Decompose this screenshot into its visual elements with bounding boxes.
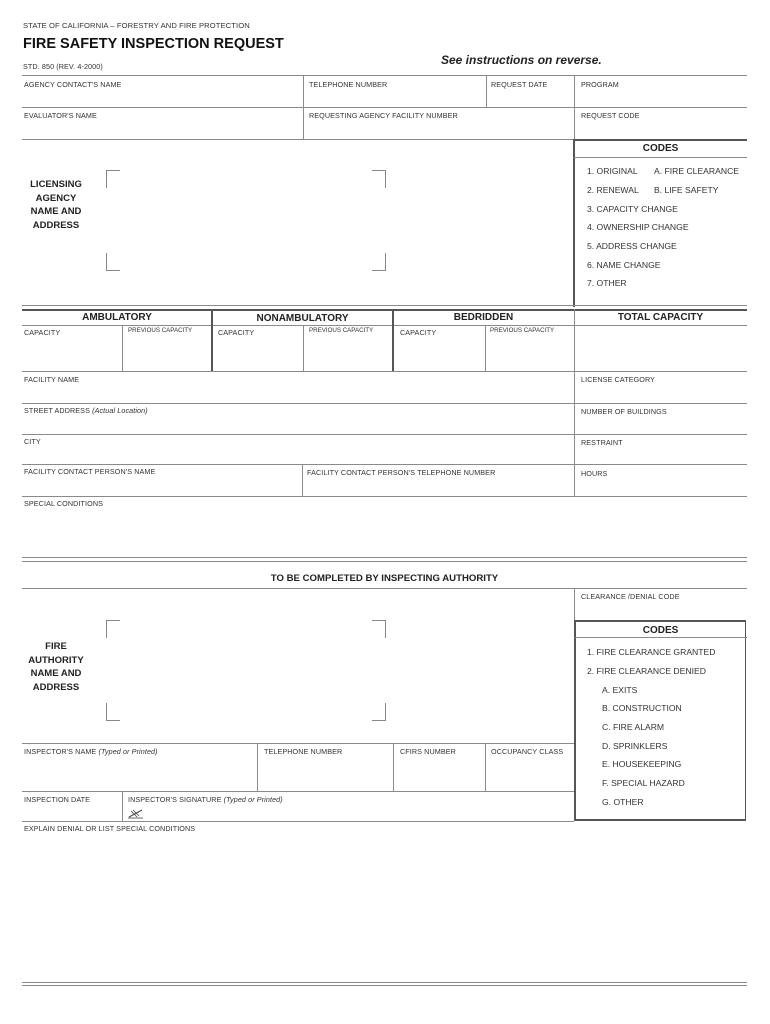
code-item: 7. OTHER [587, 278, 627, 288]
ambulatory-capacity-field[interactable]: CAPACITY [24, 328, 61, 337]
nonambulatory-previous-field[interactable]: PREVIOUS CAPACITY [309, 327, 374, 334]
code-item: F. SPECIAL HAZARD [602, 778, 685, 788]
code-item: G. OTHER [602, 797, 644, 807]
corner-mark [106, 253, 120, 271]
facility-number-field[interactable]: REQUESTING AGENCY FACILITY NUMBER [309, 111, 458, 120]
divider [22, 561, 747, 562]
facility-name-field[interactable]: FACILITY NAME [24, 375, 80, 384]
divider [573, 139, 575, 307]
section-title: TO BE COMPLETED BY INSPECTING AUTHORITY [270, 573, 499, 584]
divider [22, 464, 747, 465]
inspector-telephone-field[interactable]: TELEPHONE NUMBER [264, 747, 343, 756]
street-address-field[interactable]: STREET ADDRESS (Actual Location) [24, 406, 148, 415]
code-item: B. CONSTRUCTION [602, 703, 682, 713]
bedridden-header: BEDRIDDEN [453, 312, 514, 323]
hours-field[interactable]: HOURS [581, 469, 608, 478]
divider [574, 139, 747, 141]
fire-authority-address-area[interactable] [106, 620, 386, 721]
divider [22, 434, 747, 435]
divider [574, 75, 575, 108]
corner-mark [372, 620, 386, 638]
divider [486, 75, 487, 108]
corner-mark [106, 703, 120, 721]
divider [393, 743, 394, 791]
corner-mark [372, 253, 386, 271]
divider [22, 985, 747, 986]
divider [211, 309, 213, 371]
signature-field[interactable]: INSPECTOR'S SIGNATURE (Typed or Printed) [128, 795, 283, 804]
bedridden-capacity-field[interactable]: CAPACITY [400, 328, 437, 337]
ambulatory-previous-field[interactable]: PREVIOUS CAPACITY [128, 327, 193, 334]
code-item: 2. FIRE CLEARANCE DENIED [587, 666, 706, 676]
divider [22, 325, 747, 326]
code-item: 3. CAPACITY CHANGE [587, 204, 678, 214]
instructions-note: See instructions on reverse. [441, 53, 602, 67]
buildings-field[interactable]: NUMBER OF BUILDINGS [581, 407, 667, 416]
divider [22, 107, 747, 108]
licensing-agency-address-area[interactable] [106, 170, 386, 271]
code-item: 1. FIRE CLEARANCE GRANTED [587, 647, 716, 657]
divider [22, 588, 747, 589]
nonambulatory-header: NONAMBULATORY [256, 313, 349, 324]
code-item: 6. NAME CHANGE [587, 260, 661, 270]
request-date-field[interactable]: REQUEST DATE [491, 80, 548, 89]
telephone-field[interactable]: TELEPHONE NUMBER [309, 80, 388, 89]
nonambulatory-capacity-field[interactable]: CAPACITY [218, 328, 255, 337]
codes-title: CODES [642, 143, 679, 154]
divider [22, 821, 574, 822]
program-field[interactable]: PROGRAM [581, 80, 619, 89]
bedridden-previous-field[interactable]: PREVIOUS CAPACITY [490, 327, 555, 334]
divider [22, 982, 747, 983]
city-field[interactable]: CITY [24, 437, 41, 446]
divider [22, 403, 747, 404]
divider [22, 496, 747, 497]
total-capacity-header: TOTAL CAPACITY [617, 312, 704, 323]
codes-title: CODES [642, 625, 679, 636]
corner-mark [372, 703, 386, 721]
divider [22, 305, 747, 306]
code-item: A. FIRE CLEARANCE [654, 166, 740, 176]
divider [22, 371, 747, 372]
explain-denial-field[interactable]: EXPLAIN DENIAL OR LIST SPECIAL CONDITIONS [24, 824, 196, 833]
divider [392, 309, 394, 371]
corner-mark [106, 620, 120, 638]
divider [22, 75, 747, 76]
agency-contact-field[interactable]: AGENCY CONTACT'S NAME [24, 80, 122, 89]
cfirs-field[interactable]: CFIRS NUMBER [400, 747, 456, 756]
divider [122, 325, 123, 371]
code-item: C. FIRE ALARM [602, 722, 665, 732]
divider [574, 588, 575, 621]
divider [22, 743, 574, 744]
code-item: 5. ADDRESS CHANGE [587, 241, 677, 251]
license-category-field[interactable]: LICENSE CATEGORY [581, 375, 656, 384]
divider [485, 325, 486, 371]
clearance-code-field[interactable]: CLEARANCE /DENIAL CODE [581, 592, 680, 601]
divider [575, 637, 747, 638]
code-item: 4. OWNERSHIP CHANGE [587, 222, 689, 232]
code-item: B. LIFE SAFETY [654, 185, 719, 195]
divider [574, 157, 747, 158]
restraint-field[interactable]: RESTRAINT [581, 438, 623, 447]
divider [302, 464, 303, 496]
inspection-date-field[interactable]: INSPECTION DATE [24, 795, 91, 804]
form-number: STD. 850 (REV. 4-2000) [23, 62, 103, 71]
divider [22, 139, 574, 140]
ambulatory-header: AMBULATORY [82, 312, 152, 323]
inspector-name-field[interactable]: INSPECTOR'S NAME (Typed or Printed) [24, 747, 158, 756]
divider [22, 309, 747, 311]
code-item: A. EXITS [602, 685, 638, 695]
contact-name-field[interactable]: FACILITY CONTACT PERSON'S NAME [24, 467, 156, 476]
divider [22, 791, 574, 792]
pen-icon [128, 807, 144, 819]
code-item: D. SPRINKLERS [602, 741, 668, 751]
request-code-field[interactable]: REQUEST CODE [581, 111, 640, 120]
page-title: FIRE SAFETY INSPECTION REQUEST [23, 36, 284, 52]
divider [22, 557, 747, 558]
agency-name: STATE OF CALIFORNIA – FORESTRY AND FIRE PROTECTION [23, 21, 250, 30]
divider [574, 107, 575, 139]
divider [303, 325, 304, 371]
contact-phone-field[interactable]: FACILITY CONTACT PERSON'S TELEPHONE NUMBER [307, 468, 496, 477]
licensing-agency-label: LICENSING AGENCY NAME AND ADDRESS [30, 179, 82, 231]
divider [122, 791, 123, 822]
corner-mark [106, 170, 120, 188]
special-conditions-field[interactable]: SPECIAL CONDITIONS [24, 499, 104, 508]
divider [485, 743, 486, 791]
code-item: E. HOUSEKEEPING [602, 759, 682, 769]
corner-mark [372, 170, 386, 188]
divider [574, 309, 575, 371]
divider [257, 743, 258, 791]
code-item: 2. RENEWAL [587, 185, 639, 195]
fire-authority-label: FIRE AUTHORITY NAME AND ADDRESS [28, 641, 84, 693]
evaluator-field[interactable]: EVALUATOR'S NAME [24, 111, 97, 120]
occupancy-class-field[interactable]: OCCUPANCY CLASS [491, 747, 564, 756]
code-item: 1. ORIGINAL [587, 166, 638, 176]
